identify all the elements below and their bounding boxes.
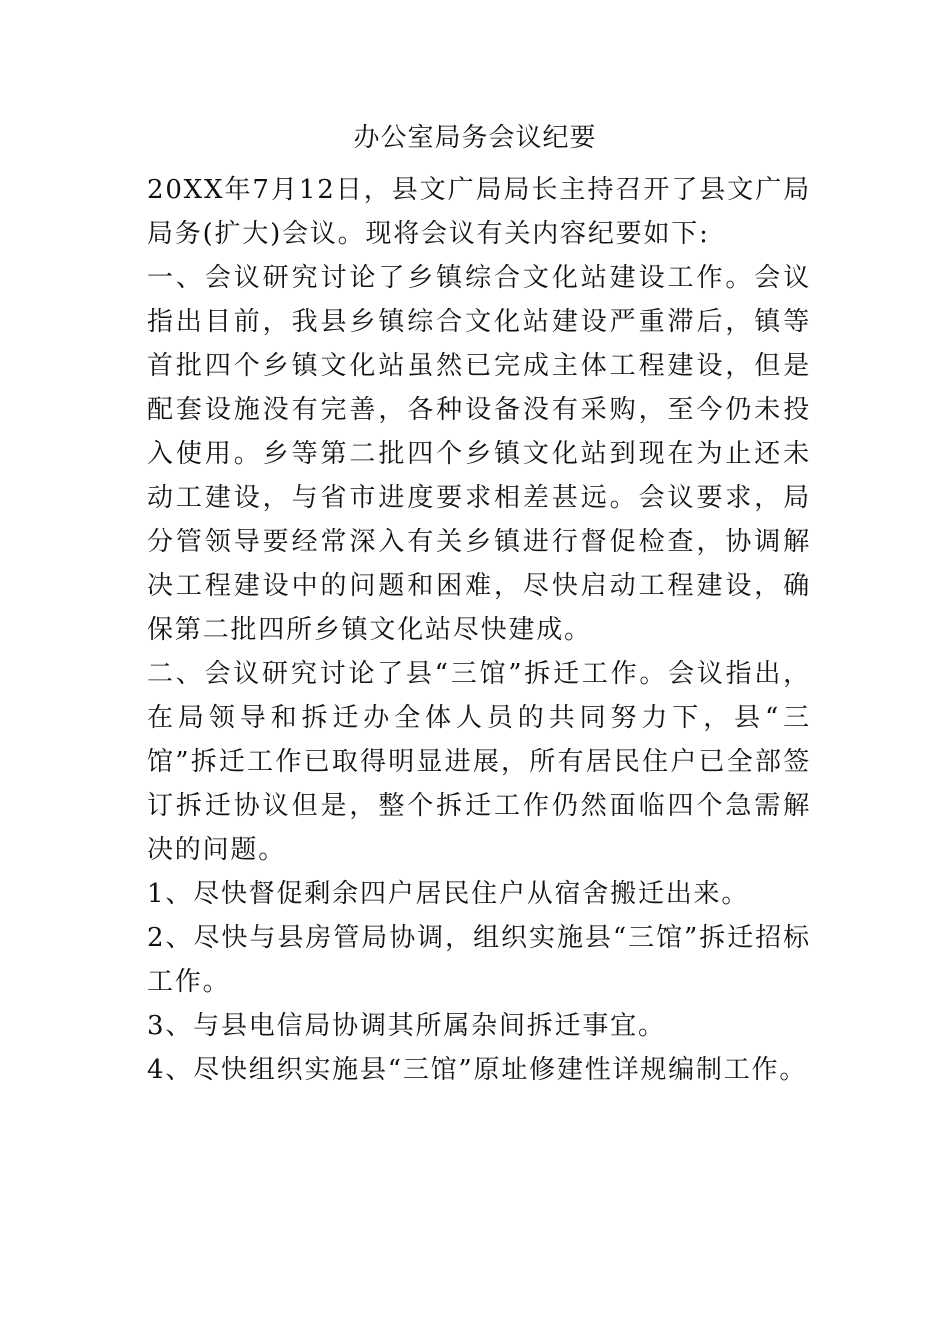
document-title: 办公室局务会议纪要 [353,123,597,153]
document-body [147,168,811,1092]
section-one-paragraph: 一、会议研究讨论了乡镇综合文化站建设工作。会议指出目前，我县乡镇综合文化站建设严重滞后，镇等首批四个乡镇文化站虽然已完成主体工程建设，但是配套设施没有完善，各种设备没有采购，至今仍未投入使用。乡等第二批四个乡镇文化站到现在为止还未动工建设，与省市进度要求相差甚远。会议要求，局分管领导要经常深入有关乡镇进行督促检查，协调解决工程建设中的问题和困难，尽快启动工程建设，确保第二批四所乡镇文化站尽快建成。 [147,263,811,645]
section-two-paragraph: 二、会议研究讨论了县“三馆”拆迁工作。会议指出，在局领导和拆迁办全体人员的共同努力下，县“三馆”拆迁工作已取得明显进展，所有居民住户已全部签订拆迁协议但是，整个拆迁工作仍然面临四个急需解决的问题。 [147,659,811,865]
list-item: 1、尽快督促剩余四户居民住户从宿舍搬迁出来。 [147,879,750,909]
intro-paragraph: 20XX年7月12日，县文广局局长主持召开了县文广局局务(扩大)会议。现将会议有关内容纪要如下: [147,175,811,249]
list-item: 2、尽快与县房管局协调，组织实施县“三馆”拆迁招标工作。 [147,923,811,997]
list-item: 3、与县电信局协调其所属杂间拆迁事宜。 [147,1011,666,1041]
list-item: 4、尽快组织实施县“三馆”原址修建性详规编制工作。 [147,1055,808,1085]
